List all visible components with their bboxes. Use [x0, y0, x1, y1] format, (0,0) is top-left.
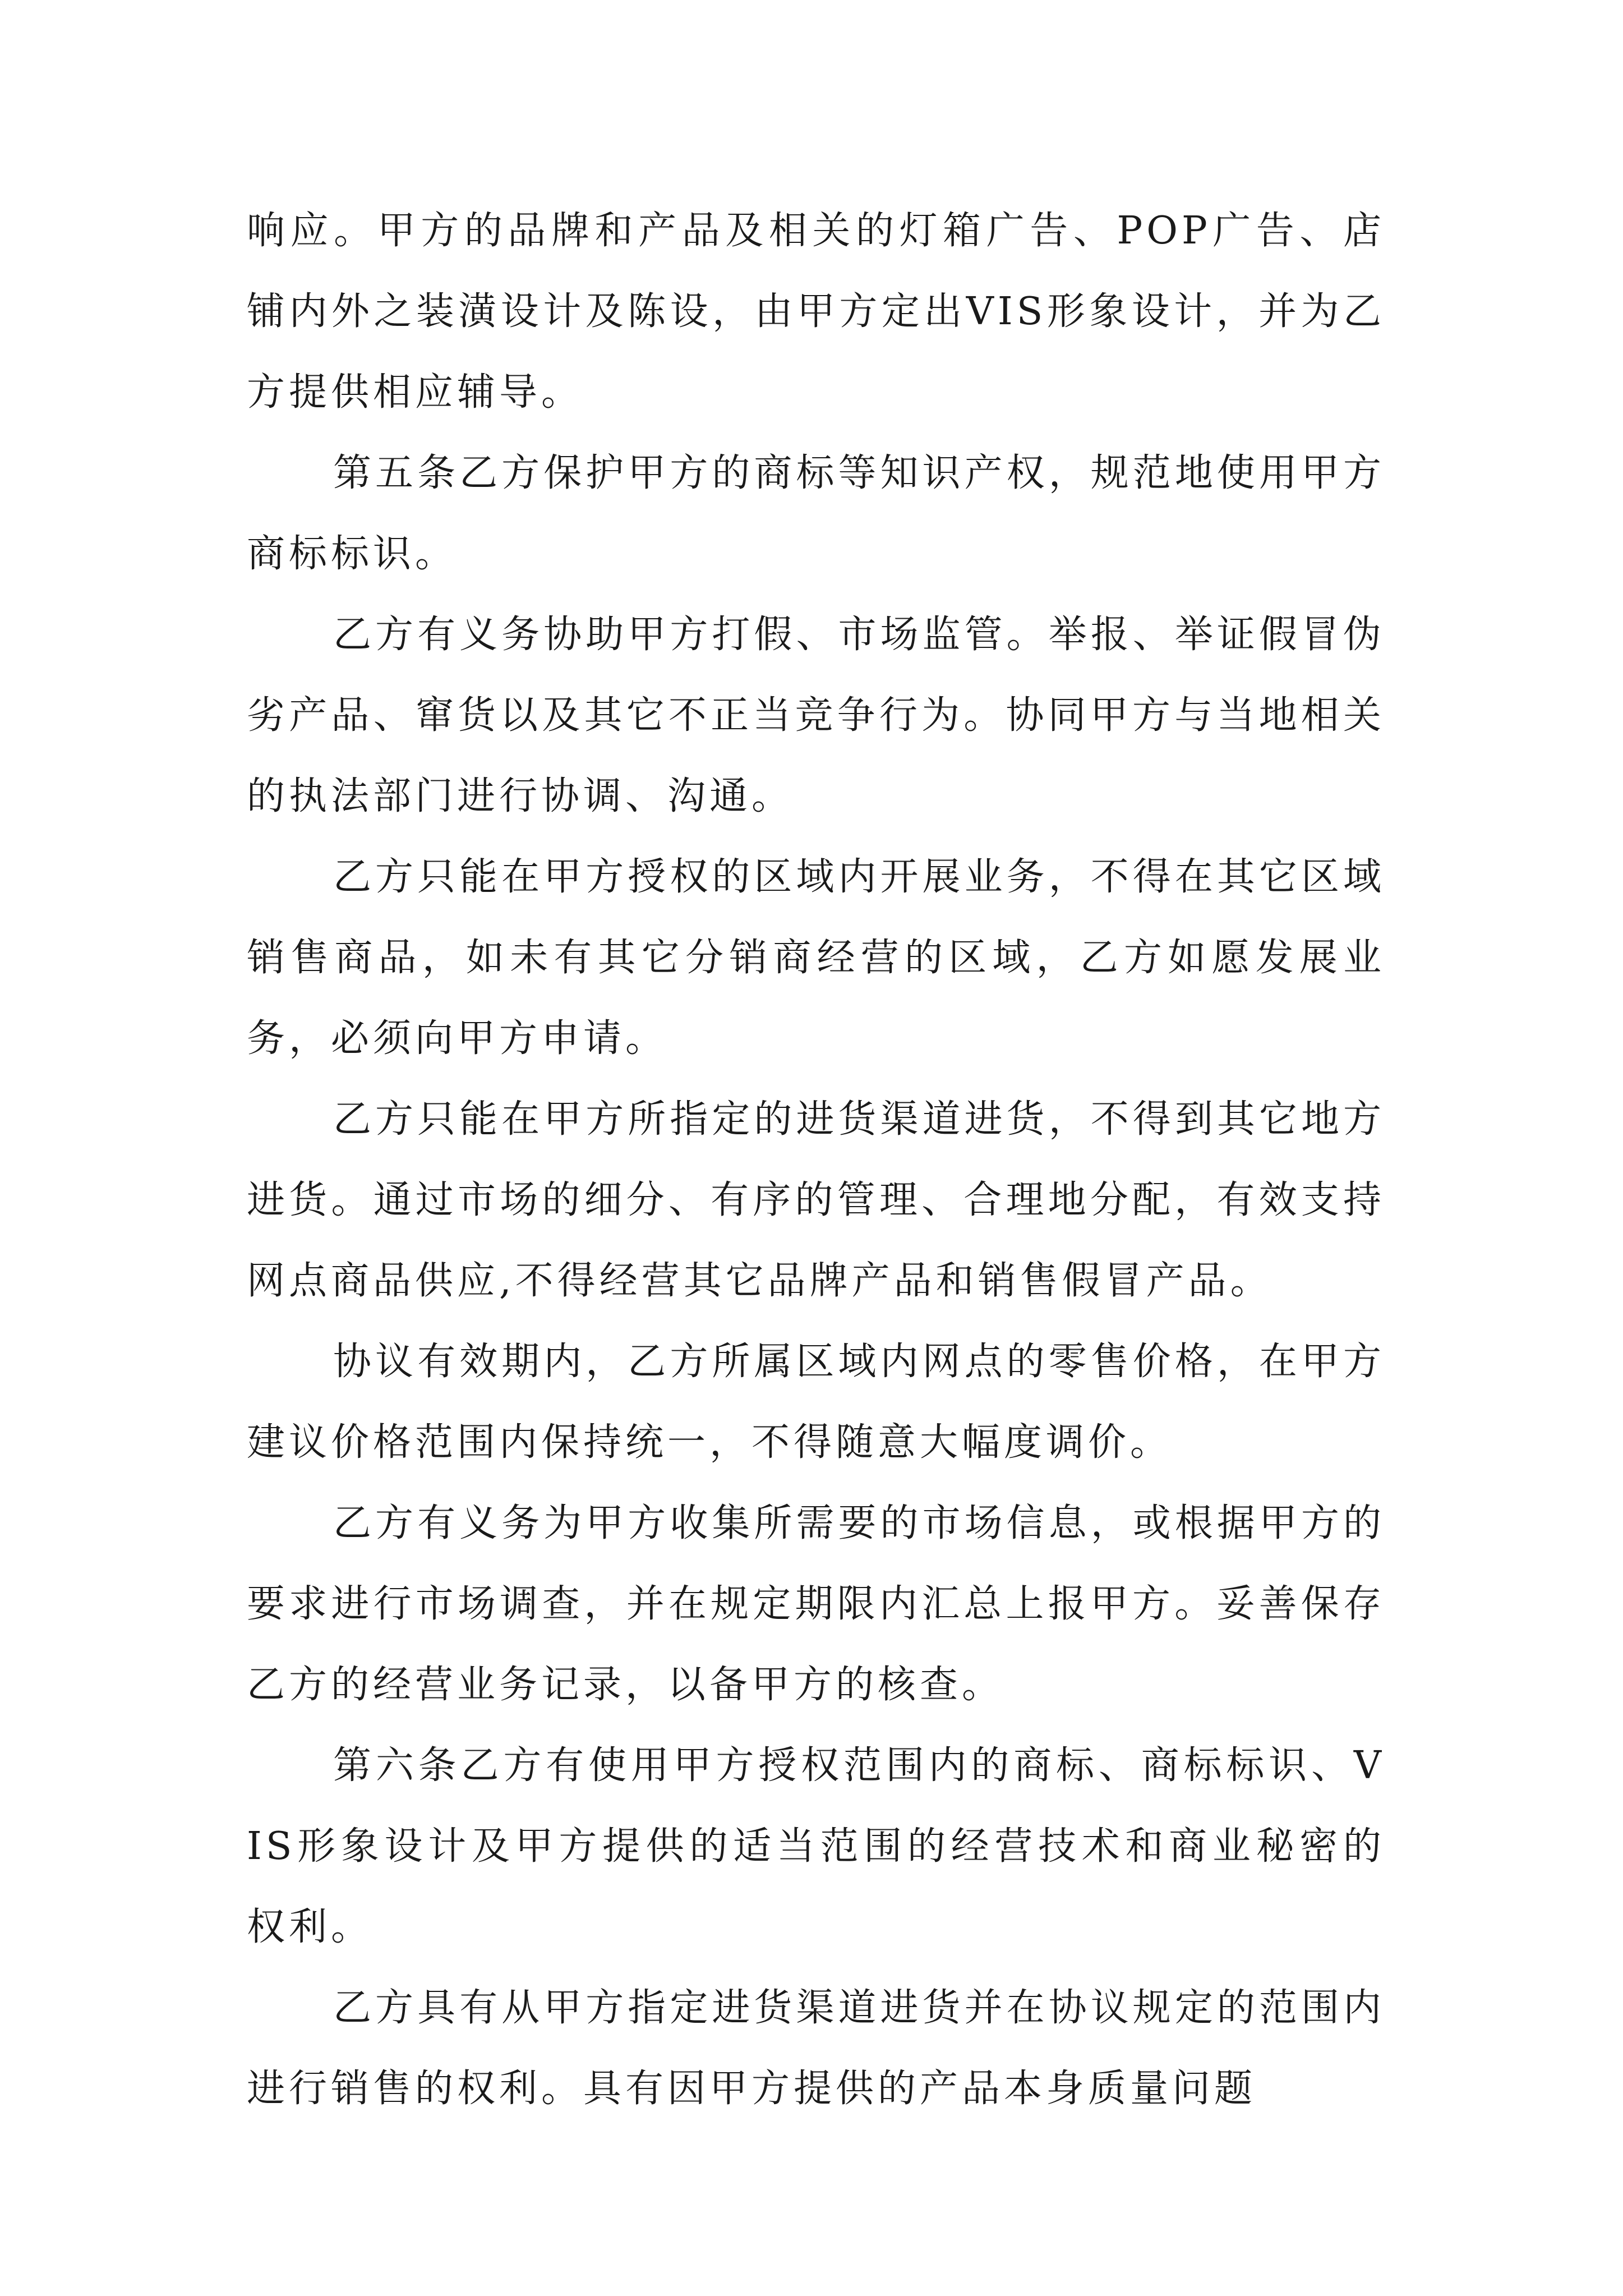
- paragraph-authorized-region: 乙方只能在甲方授权的区域内开展业务，不得在其它区域销售商品，如未有其它分销商经营的区域，乙方如愿发展业务，必须向甲方申请。: [247, 855, 1385, 1061]
- paragraph-market-info: 乙方有义务为甲方收集所需要的市场信息，或根据甲方的要求进行市场调查，并在规定期限内汇总上报甲方。妥善保存乙方的经营业务记录，以备甲方的核查。: [247, 1501, 1385, 1707]
- paragraph-article-5: 第五条乙方保护甲方的商标等知识产权，规范地使用甲方商标标识。: [247, 451, 1385, 576]
- paragraph-anti-counterfeit: 乙方有义务协助甲方打假、市场监管。举报、举证假冒伪劣产品、窜货以及其它不正当竞争行为。协同甲方与当地相关的执法部门进行协调、沟通。: [247, 613, 1385, 818]
- paragraph-continuation: 响应。甲方的品牌和产品及相关的灯箱广告、POP广告、店铺内外之装潢设计及陈设，由甲方定出VIS形象设计，并为乙方提供相应辅导。: [247, 209, 1385, 415]
- paragraph-retail-price: 协议有效期内，乙方所属区域内网点的零售价格，在甲方建议价格范围内保持统一，不得随意大幅度调价。: [247, 1340, 1385, 1465]
- paragraph-sales-rights: 乙方具有从甲方指定进货渠道进货并在协议规定的范围内进行销售的权利。具有因甲方提供的产品本身质量问题: [247, 1986, 1385, 2111]
- paragraph-article-6: 第六条乙方有使用甲方授权范围内的商标、商标标识、VIS形象设计及甲方提供的适当范围的经营技术和商业秘密的权利。: [247, 1743, 1385, 1949]
- document-body: [247, 191, 1385, 2129]
- paragraph-purchase-channel: 乙方只能在甲方所指定的进货渠道进货，不得到其它地方进货。通过市场的细分、有序的管理、合理地分配，有效支持网点商品供应,不得经营其它品牌产品和销售假冒产品。: [247, 1097, 1385, 1303]
